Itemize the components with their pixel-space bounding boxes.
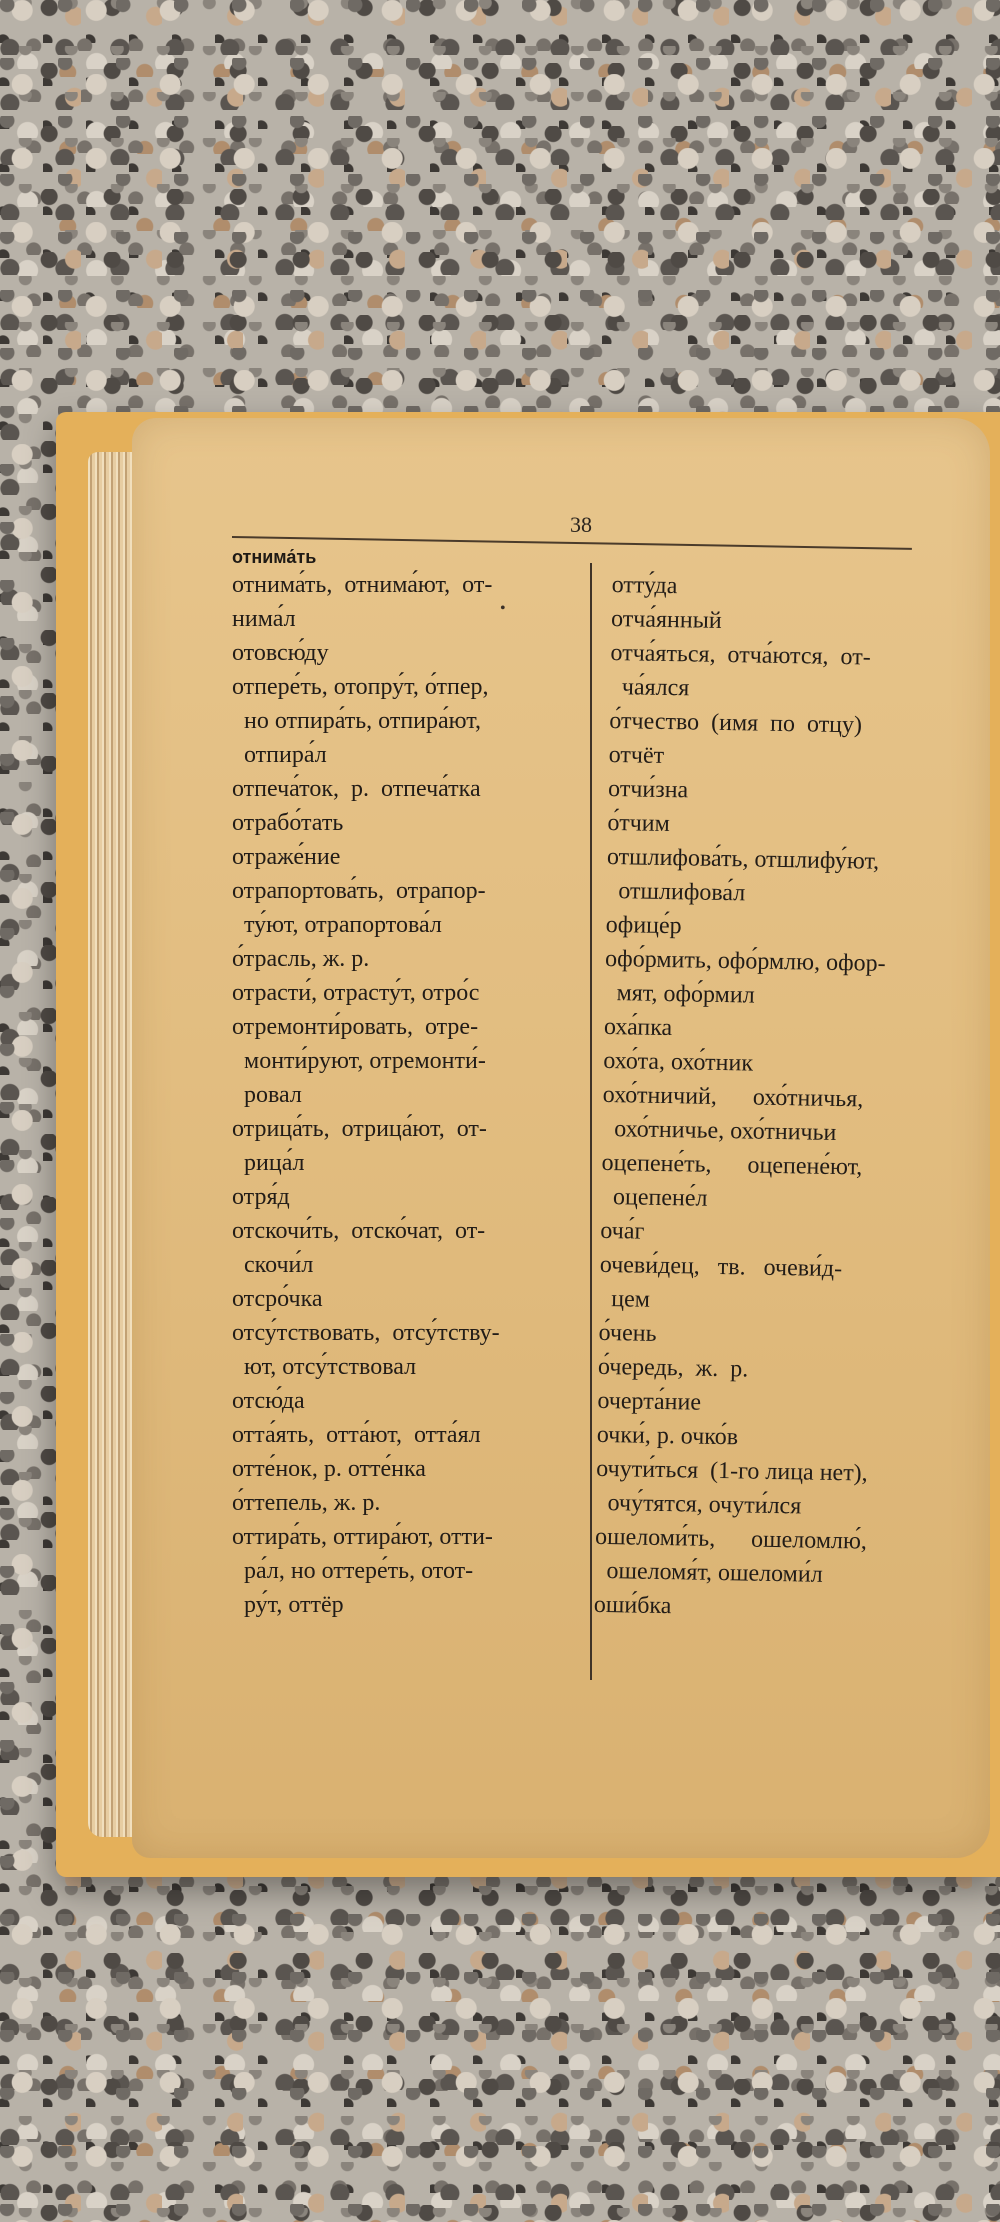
entry: о́трасль, ж. р. [232, 946, 370, 972]
entry: отшлифова́л [606, 877, 746, 907]
entry: отовсю́ду [232, 640, 329, 666]
entry: очки́, р. очко́в [596, 1421, 739, 1451]
entry: отта́ять, отта́ют, отта́ял [232, 1422, 481, 1448]
entry: отшлифова́ть, отшлифу́ют, [606, 843, 880, 875]
entry: охо́тничий, охо́тничья, [602, 1081, 864, 1113]
entry: отрапортова́ть, отрапор- [232, 878, 486, 904]
entry: ровал [232, 1082, 302, 1108]
entry: отрабо́тать [232, 810, 344, 836]
entry: отча́яться, отча́ются, от- [610, 639, 871, 671]
entry: отсю́да [232, 1388, 305, 1414]
entry: отту́да [611, 571, 678, 600]
entry: цем [599, 1285, 651, 1313]
entry: отпере́ть, отопру́т, о́тпер, [232, 674, 489, 700]
entry: о́чередь, ж. р. [597, 1353, 749, 1383]
entry: рица́л [232, 1150, 305, 1176]
ink-speck: • [500, 600, 506, 617]
entry: ошеломя́т, ошеломи́л [594, 1557, 823, 1588]
entry: офице́р [605, 911, 682, 940]
entry: ру́т, оттёр [232, 1592, 344, 1618]
entry: оши́бка [593, 1591, 672, 1620]
entry: отря́д [232, 1184, 290, 1210]
entry: охо́тничье, охо́тничьи [601, 1115, 837, 1147]
entry: отрица́ть, отрица́ют, от- [232, 1116, 487, 1142]
entry: оцепене́л [600, 1183, 708, 1212]
entry: оцепене́ть, оцепене́ют, [601, 1149, 863, 1181]
entry: ют, отсу́тствовал [232, 1354, 417, 1380]
entry: очути́ться (1-го лица нет), [596, 1455, 868, 1487]
entry: отрасти́, отрасту́т, отро́с [232, 980, 480, 1006]
entry: оттира́ть, оттира́ют, отти- [232, 1524, 493, 1550]
entry: отскочи́ть, отско́чат, от- [232, 1218, 486, 1244]
entry: охо́та, охо́тник [603, 1047, 754, 1077]
running-head: отнима́ть [232, 547, 317, 567]
entry: ча́ялся [609, 673, 690, 702]
entry: монти́руют, отремонти́- [232, 1048, 486, 1074]
entry: о́ттепель, ж. р. [232, 1490, 381, 1516]
entry: очу́тятся, очути́лся [595, 1489, 802, 1520]
entry: но отпира́ть, отпира́ют, [232, 708, 481, 734]
entry: оча́г [600, 1217, 645, 1245]
entry: очеви́дец, тв. очеви́д- [599, 1251, 843, 1283]
entry: отнима́ть, отнима́ют, от- [232, 572, 493, 598]
entry: ра́л, но оттере́ть, отот- [232, 1558, 474, 1584]
entry: отраже́ние [232, 844, 341, 870]
entry: отчи́зна [607, 775, 689, 804]
entry: очерта́ние [597, 1387, 702, 1416]
entry: отпира́л [232, 742, 327, 768]
entry: отремонти́ровать, отре- [232, 1014, 479, 1040]
right-column [594, 568, 942, 1628]
entry: отсро́чка [232, 1286, 323, 1312]
entry: о́чень [598, 1319, 657, 1347]
page-number: 38 [570, 512, 592, 537]
entry: о́тчество (имя по отцу) [609, 707, 863, 739]
entry: отчёт [608, 741, 665, 769]
entry: отча́янный [610, 605, 722, 634]
entry: офо́рмить, офо́рмлю, офор- [604, 945, 886, 977]
entry: ошеломи́ть, ошеломлю́, [594, 1523, 868, 1555]
entry: нима́л [232, 606, 296, 632]
entry: ту́ют, отрапортова́л [232, 912, 442, 938]
entry: мят, офо́рмил [604, 979, 755, 1009]
entry: скочи́л [232, 1252, 314, 1278]
left-column [232, 568, 562, 1622]
entry: о́тчим [607, 809, 671, 838]
entry: отпеча́ток, р. отпеча́тка [232, 776, 481, 802]
entry: оха́пка [603, 1013, 673, 1042]
entry: отсу́тствовать, отсу́тству- [232, 1320, 500, 1346]
entry: отте́нок, р. отте́нка [232, 1456, 426, 1482]
column-divider [590, 563, 592, 1680]
